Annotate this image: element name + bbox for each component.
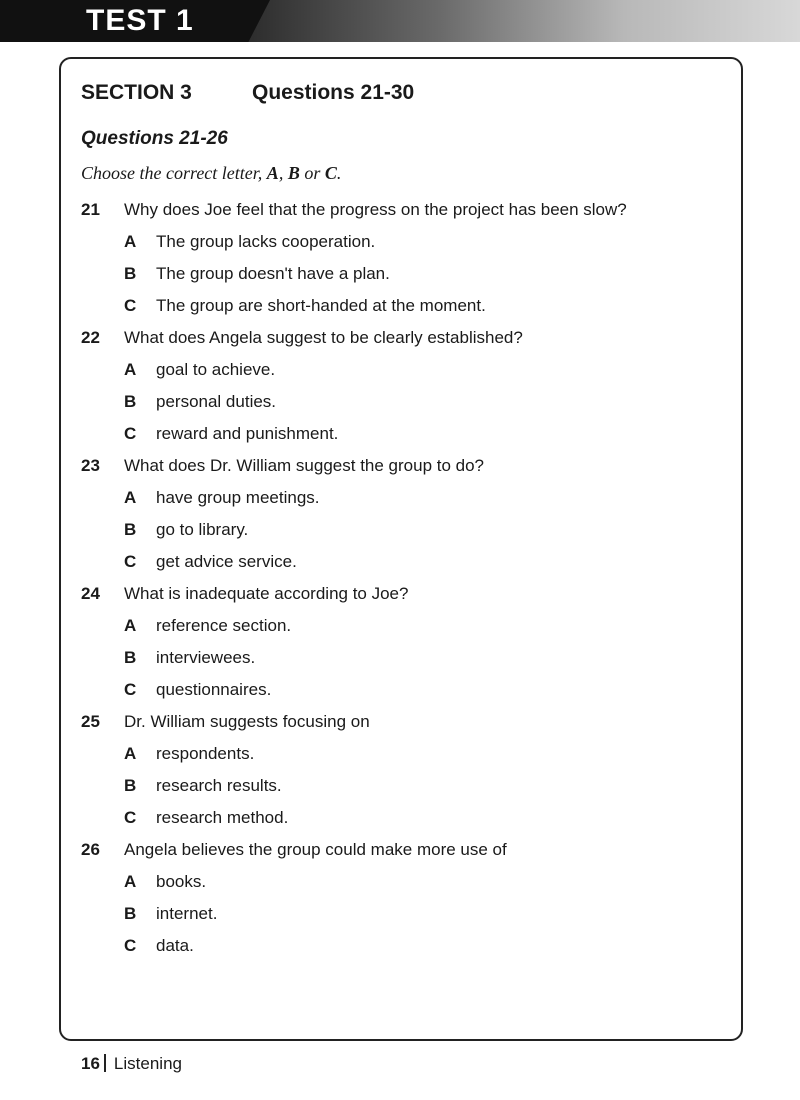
- question-number: 23: [81, 456, 100, 475]
- option-text: books.: [156, 872, 207, 891]
- page-footer: [81, 1053, 182, 1075]
- option-text: respondents.: [156, 744, 255, 763]
- test-title: TEST 1: [86, 4, 194, 37]
- instruction: [81, 161, 341, 185]
- page-number: 16: [81, 1054, 100, 1073]
- instruction-letter-a: A: [266, 163, 279, 183]
- option-text: personal duties.: [156, 392, 277, 411]
- question-stem: Why does Joe feel that the progress on the project has been slow?: [124, 200, 627, 219]
- option-text: interviewees.: [156, 648, 256, 667]
- option-letter: C: [124, 296, 137, 315]
- option-letter: A: [124, 872, 137, 891]
- question-stem: Angela believes the group could make more use of: [124, 840, 507, 859]
- option-text: reward and punishment.: [156, 424, 339, 443]
- option-text: go to library.: [156, 520, 249, 539]
- option-letter: A: [124, 488, 137, 507]
- question-stem: Dr. William suggests focusing on: [124, 712, 370, 731]
- option-letter: A: [124, 232, 137, 251]
- option-text: reference section.: [156, 616, 292, 635]
- option-letter: B: [124, 264, 137, 283]
- instruction-end: .: [336, 163, 342, 183]
- option-letter: B: [124, 776, 137, 795]
- option-letter: A: [124, 616, 137, 635]
- instruction-prefix: Choose the correct letter,: [81, 163, 267, 183]
- instruction-sep-1: ,: [278, 163, 288, 183]
- option-letter: B: [124, 520, 137, 539]
- option-text: data.: [156, 936, 194, 955]
- option-text: internet.: [156, 904, 218, 923]
- option-letter: B: [124, 904, 137, 923]
- footer-divider: [104, 1054, 106, 1072]
- question-number: 26: [81, 840, 100, 859]
- instruction-letter-c: C: [324, 163, 337, 183]
- option-text: The group lacks cooperation.: [156, 232, 376, 251]
- question-number: 24: [81, 584, 100, 603]
- option-text: questionnaires.: [156, 680, 272, 699]
- option-letter: A: [124, 360, 137, 379]
- option-text: The group are short-handed at the moment.: [156, 296, 486, 315]
- option-text: The group doesn't have a plan.: [156, 264, 390, 283]
- option-letter: C: [124, 424, 137, 443]
- question-stem: What does Angela suggest to be clearly established?: [124, 328, 523, 347]
- section-question-range: Questions 21-30: [252, 81, 415, 104]
- option-letter: A: [124, 744, 137, 763]
- option-letter: C: [124, 552, 137, 571]
- option-text: have group meetings.: [156, 488, 320, 507]
- question-number: 22: [81, 328, 100, 347]
- option-text: research results.: [156, 776, 282, 795]
- instruction-sep-2: or: [299, 163, 325, 183]
- question-number: 21: [81, 200, 100, 219]
- option-letter: C: [124, 808, 137, 827]
- option-letter: C: [124, 936, 137, 955]
- question-stem: What does Dr. William suggest the group to do?: [124, 456, 485, 475]
- question-number: 25: [81, 712, 100, 731]
- option-text: get advice service.: [156, 552, 297, 571]
- section-label: SECTION 3: [81, 81, 192, 104]
- option-letter: B: [124, 392, 137, 411]
- question-stem: What is inadequate according to Joe?: [124, 584, 409, 603]
- footer-section-name: Listening: [113, 1054, 182, 1073]
- option-letter: C: [124, 680, 137, 699]
- option-letter: B: [124, 648, 137, 667]
- section-heading: [81, 80, 415, 106]
- instruction-letter-b: B: [287, 163, 300, 183]
- option-text: goal to achieve.: [156, 360, 276, 379]
- option-text: research method.: [156, 808, 289, 827]
- group-heading: Questions 21-26: [81, 128, 228, 149]
